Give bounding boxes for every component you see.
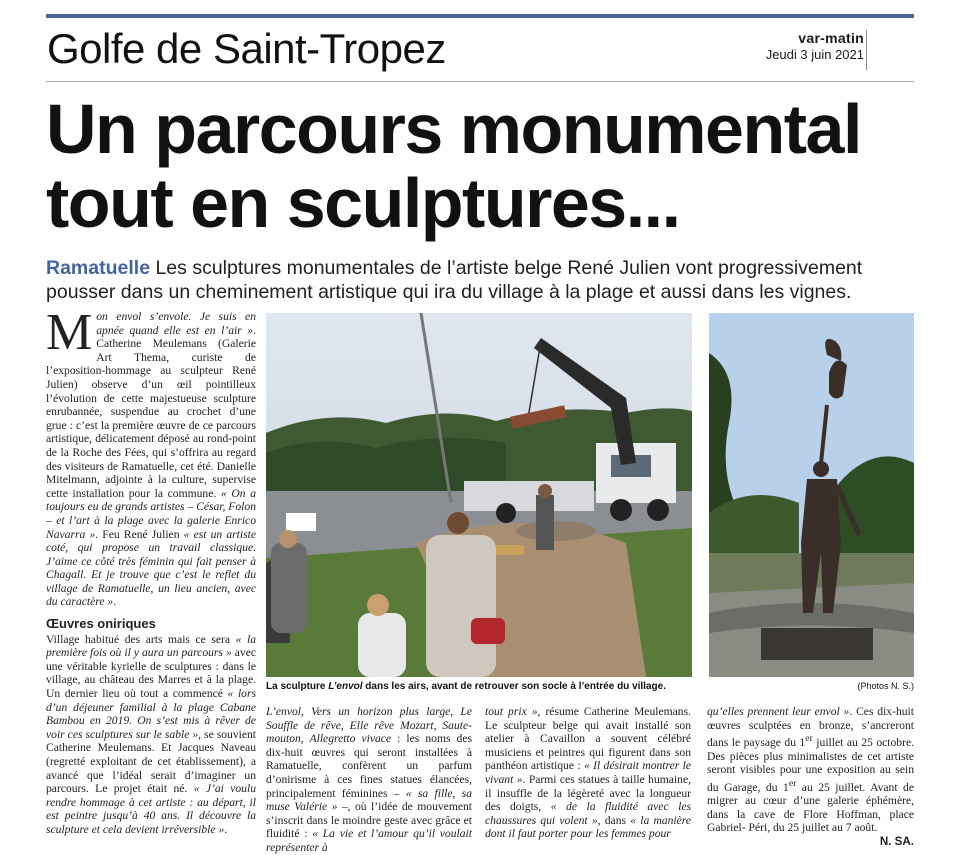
subheading: Œuvres oniriques [46,616,156,632]
quote: « On a toujours eu de grands artistes – César, Folon – et l’art à la plage avec la galerie Enrico Navarra » [46,486,256,541]
header-divider [866,30,867,70]
caption-text [266,681,666,692]
text: au 25 juillet. Avant de migrer au cœur d’une galerie éphémère, dans la cave de Flore Hoffman, place Gabriel- Péri, du 25 juillet au 7 août. [707,780,914,835]
top-rule [46,14,914,18]
quote: « est un artiste coté, qui propose un travail classique. J’aime ce côté très féminin qui fait penser à Chagall. Et je trouve que c’est le reflet du village de Ramatuelle, un lieu ancien, avec du caractère » [46,527,256,609]
paragraph [707,705,914,835]
text: Village habitué des arts mais ce sera [46,632,236,646]
text: . Feu René Julien [95,527,184,541]
paragraph-1 [46,304,256,609]
superscript: er [805,733,813,745]
masthead [766,30,864,64]
drop-cap: M [46,304,93,361]
lead-paragraph [46,256,914,304]
text: , dans [597,813,631,827]
text: avec une véritable kyrielle de sculptures : dans le village, au château des Marres et à la plage. Un dernier lieu où tout a commencé [46,646,256,701]
quote: « sa fille, sa muse Valérie » [266,786,472,814]
photo-statue [709,313,914,677]
article-column-4 [707,705,914,849]
quote: « J’ai voulu rendre hommage à cet artiste : au départ, il est peintre jusqu’à 40 ans. Il découvre la sculpture et cela devient irréversible » [46,782,256,836]
quote: « Il désirait montrer le vivant » [485,759,691,786]
text: . Catherine Meulemans (Galerie Art Thema, curiste de l’exposition-hommage au sculpteur René Julien) observe d’un œil pointilleux l’évolution de cette majestueuse sculpture enrubannée, suspendue au crochet d’une grue : c’est la première œuvre de ce parcours artistique, délicatement déposé au rond-point de la Roche des Fées, qui s’offrira au regard des visiteurs de Ramatuelle, cet été. Danielle Mitelmann, adjointe à la culture, supervise cette installation pour la commune. [46,323,256,500]
article-column-2 [266,705,472,855]
quote: on envol s’envole. Je suis en apnée quand elle est en l’air » [96,310,256,337]
statue-photo-illustration [709,313,914,677]
quote: L’envol, Vers un horizon plus large, Le Souffle de rêve, Elle rêve Mozart, Saute-mouton, Allegretto vivace [266,705,472,746]
text: –, où l’idée de mouvement s’inscrit dans le moindre geste avec grâce et fluidité : [266,800,472,841]
superscript: er [788,777,797,789]
quote: « la manière dont il faut porter pour les femmes pour [485,813,691,841]
text: , résume Catherine Meulemans. Le sculpteur belge qui avait installé son atelier à Cavaillon a souvent célébré musiciens et peintres qui figurent dans son panthéon artistique : [485,705,691,773]
quote: « la première fois où il y aura un parcours » [46,632,256,660]
article-column-3 [485,705,691,841]
header-rule [46,81,914,82]
paragraph-2 [46,633,256,837]
publication-name: var-matin [798,30,864,46]
caption-pre: La sculpture [266,681,329,692]
caption-title: L’envol [328,681,363,692]
text: . Parmi ces statues à taille humaine, il insuffle de la légèreté avec la longueur des doigts, [485,772,692,814]
author-signature: N. SA. [879,835,914,849]
paragraph [266,705,472,855]
text: . Ces dix-huit œuvres sculptées en bronze, s’ancreront dans le paysage du 1 [707,705,914,750]
lead-place: Ramatuelle [46,257,151,279]
quote: « de la fluidité avec les chaussures qui volent » [485,800,691,827]
quote: « La vie et l’amour qu’il voulait représenter à [266,827,472,854]
crane-photo-illustration [266,313,692,677]
headline-line-1: Un parcours monumental [46,90,861,168]
photo-crane-installation [266,313,692,677]
lead-text: Les sculptures monumentales de l’artiste belge René Julien vont progressivement pousser dans un cheminement artistique qui ira du village à la plage et aussi dans les vignes. [46,257,863,303]
headline-line-2: tout en sculptures... [46,164,680,242]
photo-credit: (Photos N. S.) [857,681,914,691]
article-column-1 [46,304,256,837]
publication-date: Jeudi 3 juin 2021 [765,47,864,62]
text: : les noms des dix-huit œuvres qui seront installées à Ramatuelle, confèrent un parfum d’onirisme à ces fines statues élancées, principalement féminines – [266,732,472,800]
text: , se souvient Catherine Meulemans. Et Jacques Naveau (regretté exploitant de cet établissement), a avancé que l’idéal serait d’imaginer un parcours. Le projet était né. [46,727,256,796]
text: . [113,595,117,609]
text: juillet au 25 octobre. Des pièces plus minimalistes de cet artiste seront visibles pour une exposition au sein du Garage, du 1 [707,736,914,794]
quote: qu’elles prennent leur envol » [707,705,850,718]
headline [46,92,926,240]
paragraph [485,705,691,841]
text: . [224,822,228,836]
quote: tout prix » [485,705,538,718]
quote: « lors d’un déjeuner familial à la plage Cabane Bambou en 2019. On s’est mis à rêver de voir ces sculptures sur le sable » [46,687,256,741]
section-title: Golfe de Saint-Tropez [47,25,446,72]
photo-caption [266,681,914,692]
caption-post: dans les airs, avant de retrouver son socle à l’entrée du village. [362,681,666,692]
